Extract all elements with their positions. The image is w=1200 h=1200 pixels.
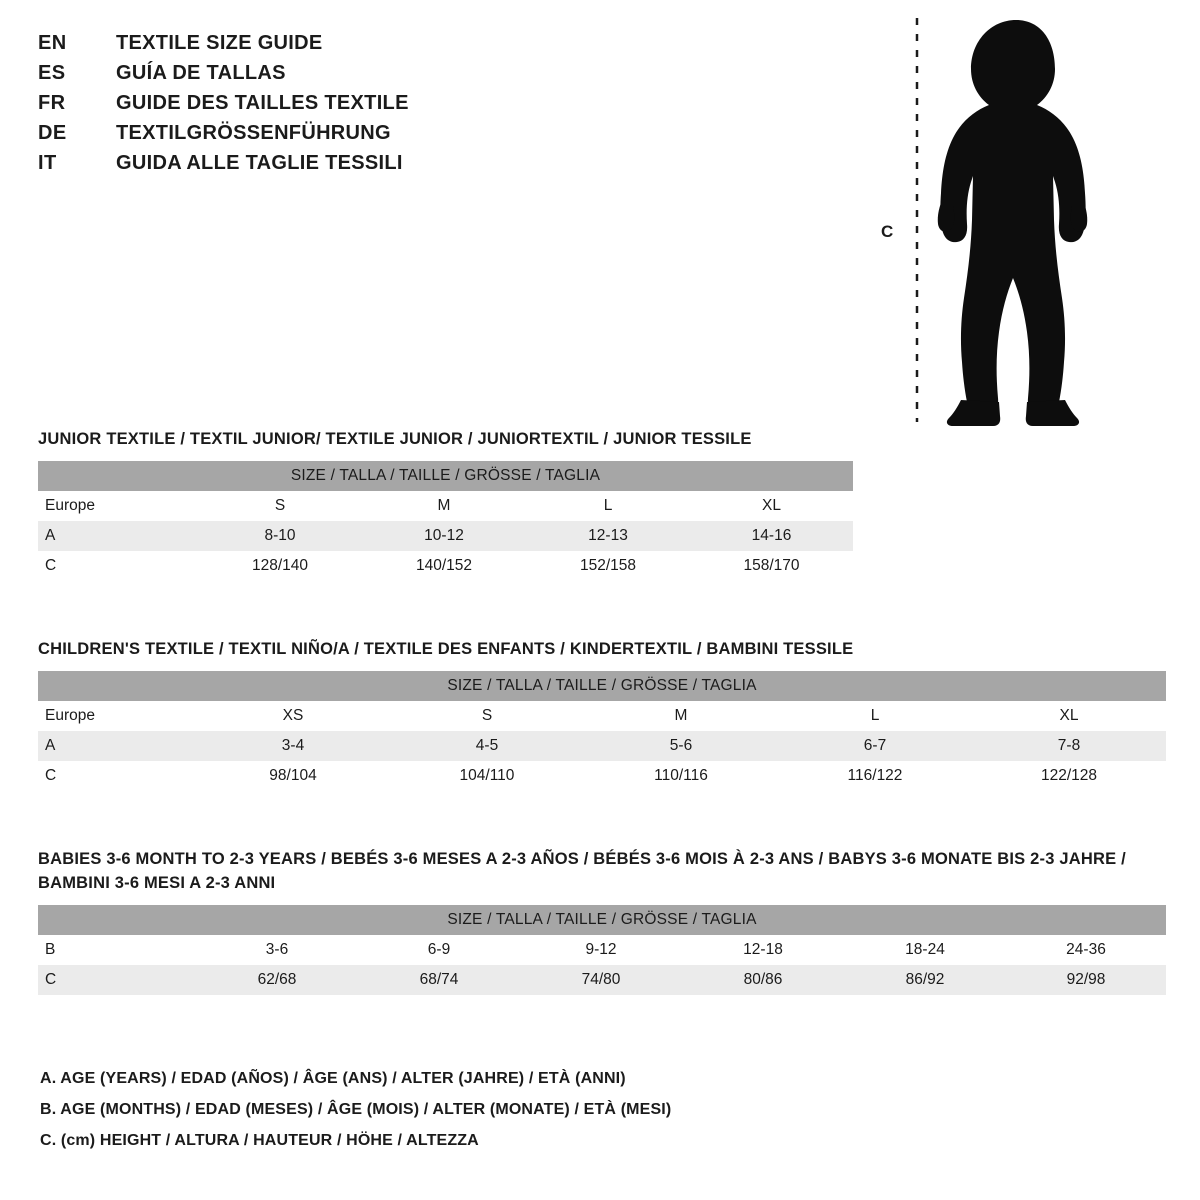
cell: 86/92 — [844, 965, 1006, 995]
cell: 3-6 — [196, 935, 358, 965]
section-children — [38, 638, 1166, 791]
table-band-row — [38, 671, 1166, 701]
footnote-list — [40, 1063, 1160, 1157]
children-size-table — [38, 671, 1166, 791]
cell: 8-10 — [198, 521, 362, 551]
footnote-age-months: B. AGE (MONTHS) / EDAD (MESES) / ÂGE (MOIS) / ALTER (MONATE) / ETÀ (MESI) — [40, 1101, 672, 1119]
language-code: EN — [38, 32, 67, 54]
cell: 4-5 — [390, 731, 584, 761]
cell: 128/140 — [198, 551, 362, 581]
language-row-fr — [38, 92, 598, 122]
cell: L — [778, 701, 972, 731]
row-label: Europe — [38, 491, 198, 521]
row-label: C — [38, 761, 196, 791]
language-title: GUIDA ALLE TAGLIE TESSILI — [116, 152, 403, 174]
language-row-es — [38, 62, 598, 92]
cell: 80/86 — [682, 965, 844, 995]
cell: 3-4 — [196, 731, 390, 761]
cell: 6-9 — [358, 935, 520, 965]
cell: 6-7 — [778, 731, 972, 761]
section-babies — [38, 848, 1166, 995]
language-code: DE — [38, 122, 67, 144]
babies-size-table — [38, 905, 1166, 995]
cell: 98/104 — [196, 761, 390, 791]
cell: S — [390, 701, 584, 731]
cell: 9-12 — [520, 935, 682, 965]
cell: 18-24 — [844, 935, 1006, 965]
cell: 14-16 — [690, 521, 853, 551]
row-label: A — [38, 521, 198, 551]
cell: 104/110 — [390, 761, 584, 791]
cell: 24-36 — [1006, 935, 1166, 965]
cell: 116/122 — [778, 761, 972, 791]
language-code: IT — [38, 152, 57, 174]
section-title: CHILDREN'S TEXTILE / TEXTIL NIÑO/A / TEXTILE DES ENFANTS / KINDERTEXTIL / BAMBINI TESSILE — [38, 640, 854, 658]
cell: 140/152 — [362, 551, 526, 581]
footnote-height: C. (cm) HEIGHT / ALTURA / HAUTEUR / HÖHE / ALTEZZA — [40, 1132, 479, 1150]
language-title: GUÍA DE TALLAS — [116, 62, 286, 84]
section-title: JUNIOR TEXTILE / TEXTIL JUNIOR/ TEXTILE JUNIOR / JUNIORTEXTIL / JUNIOR TESSILE — [38, 430, 752, 448]
table-band-row — [38, 905, 1166, 935]
cell: 10-12 — [362, 521, 526, 551]
language-title: GUIDE DES TAILLES TEXTILE — [116, 92, 409, 114]
cell: 110/116 — [584, 761, 778, 791]
cell: 122/128 — [972, 761, 1166, 791]
section-title: BABIES 3-6 MONTH TO 2-3 YEARS / BEBÉS 3-6 MESES A 2-3 AÑOS / BÉBÉS 3-6 MOIS À 2-3 ANS / BABYS 3-6 MONATE BIS 2-3 JAHRE / BAMBINI 3-6 MESI A 2-3 ANNI — [38, 850, 1126, 892]
row-label: C — [38, 965, 196, 995]
language-code: ES — [38, 62, 66, 84]
language-row-it — [38, 152, 598, 182]
table-row — [38, 965, 1166, 995]
language-row-de — [38, 122, 598, 152]
language-title-list — [38, 32, 598, 182]
table-row — [38, 491, 853, 521]
row-label: C — [38, 551, 198, 581]
table-row — [38, 701, 1166, 731]
height-measure-label: C — [881, 222, 894, 241]
footnote-age-years: A. AGE (YEARS) / EDAD (AÑOS) / ÂGE (ANS) / ALTER (JAHRE) / ETÀ (ANNI) — [40, 1070, 626, 1087]
language-title: TEXTILGRÖSSENFÜHRUNG — [116, 122, 391, 144]
junior-size-table — [38, 461, 853, 581]
row-label: B — [38, 935, 196, 965]
cell: 7-8 — [972, 731, 1166, 761]
cell: 152/158 — [526, 551, 690, 581]
cell: 12-13 — [526, 521, 690, 551]
cell: S — [198, 491, 362, 521]
language-row-en — [38, 32, 598, 62]
measurement-figure — [881, 10, 1145, 430]
table-row — [38, 731, 1166, 761]
cell: 68/74 — [358, 965, 520, 995]
cell: 74/80 — [520, 965, 682, 995]
section-junior — [38, 428, 1166, 581]
cell: 158/170 — [690, 551, 853, 581]
cell: M — [584, 701, 778, 731]
table-row — [38, 521, 853, 551]
table-band-row — [38, 461, 853, 491]
cell: XS — [196, 701, 390, 731]
cell: M — [362, 491, 526, 521]
cell: 92/98 — [1006, 965, 1166, 995]
cell: XL — [690, 491, 853, 521]
language-code: FR — [38, 92, 66, 114]
table-row — [38, 761, 1166, 791]
child-silhouette-icon — [895, 10, 1145, 430]
row-label: Europe — [38, 701, 196, 731]
table-row — [38, 935, 1166, 965]
table-row — [38, 551, 853, 581]
table-band-label: SIZE / TALLA / TAILLE / GRÖSSE / TAGLIA — [38, 905, 1166, 935]
cell: 12-18 — [682, 935, 844, 965]
cell: 62/68 — [196, 965, 358, 995]
cell: L — [526, 491, 690, 521]
language-title: TEXTILE SIZE GUIDE — [116, 32, 323, 54]
cell: 5-6 — [584, 731, 778, 761]
row-label: A — [38, 731, 196, 761]
table-band-label: SIZE / TALLA / TAILLE / GRÖSSE / TAGLIA — [38, 671, 1166, 701]
cell: XL — [972, 701, 1166, 731]
table-band-label: SIZE / TALLA / TAILLE / GRÖSSE / TAGLIA — [38, 461, 853, 491]
